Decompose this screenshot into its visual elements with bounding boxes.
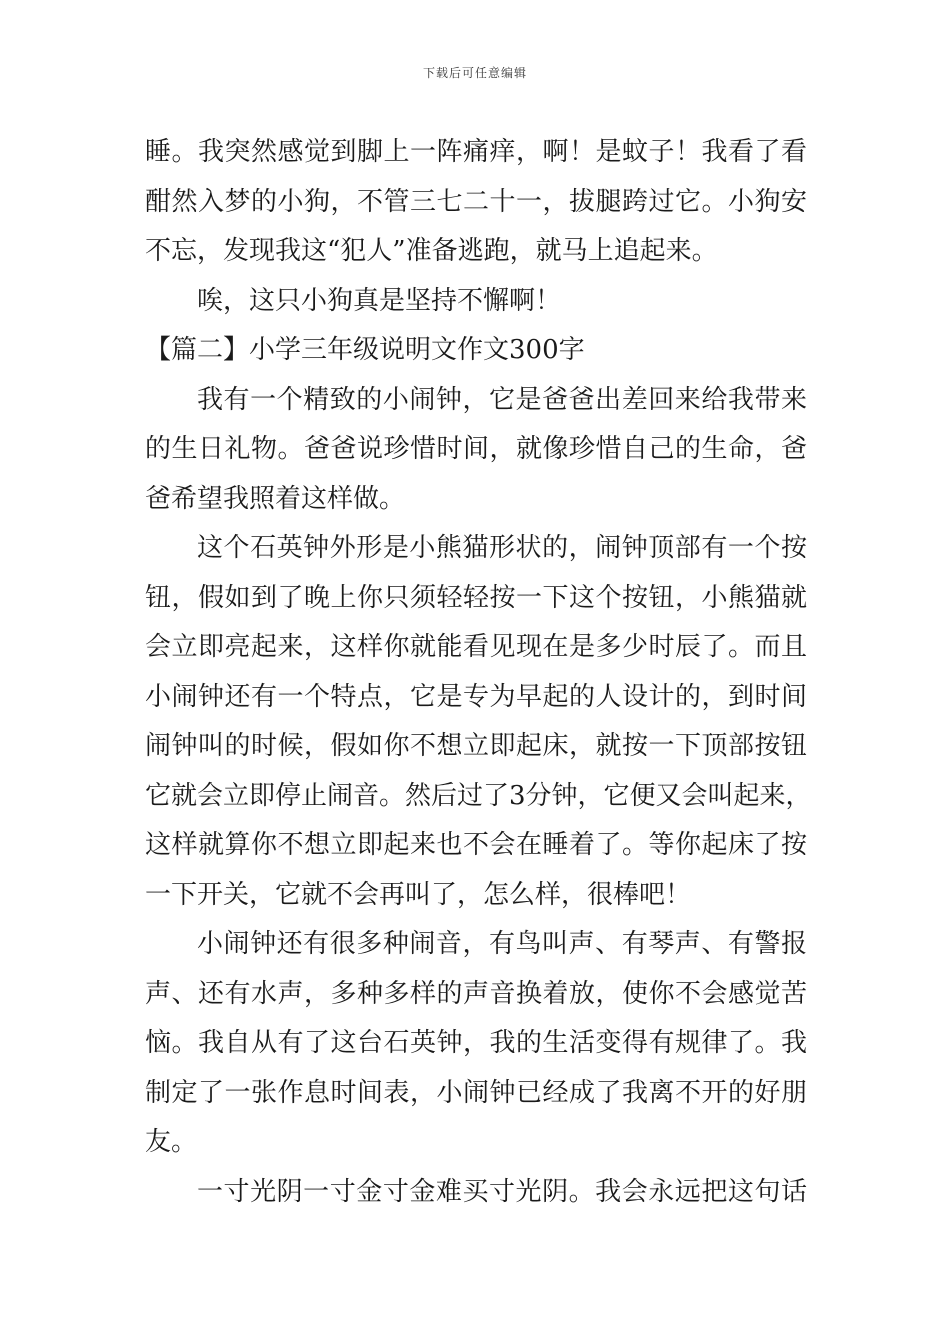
text-line: 这个石英钟外形是小熊猫形状的，闹钟顶部有一个按	[197, 533, 807, 563]
document-body	[145, 128, 812, 1217]
paragraph	[145, 920, 807, 1168]
text-line: 制定了一张作息时间表，小闹钟已经成了我离不开的好朋	[145, 1077, 807, 1108]
text-line: 这样就算你不想立即起来也不会在睡着了。等你起床了按	[145, 830, 807, 860]
text-line: 不忘，发现我这“犯人”准备逃跑，就马上追起来。	[145, 236, 718, 266]
text-line: 唉，这只小狗真是坚持不懈啊！	[197, 285, 562, 316]
text-line: 小闹钟还有很多种闹音，有鸟叫声、有琴声、有警报	[197, 929, 807, 959]
text-line: 一寸光阴一寸金寸金难买寸光阴。我会永远把这句话	[197, 1176, 807, 1207]
text-line: 声、还有水声，多种多样的声音换着放，使你不会感觉苦	[145, 978, 807, 1009]
text-line: 钮，假如到了晚上你只须轻轻按一下这个按钮，小熊猫就	[145, 582, 807, 613]
text-line: 闹钟叫的时候，假如你不想立即起床，就按一下顶部按钮	[145, 731, 807, 761]
paragraph	[145, 524, 812, 920]
text-line: 酣然入梦的小狗，不管三七二十一，拔腿跨过它。小狗安	[145, 186, 807, 217]
text-line: 我有一个精致的小闹钟，它是爸爸出差回来给我带来	[197, 384, 807, 415]
section-title: 【篇二】小学三年级说明文作文300字	[145, 335, 585, 365]
text-line: 友。	[145, 1127, 198, 1157]
text-line: 小闹钟还有一个特点，它是专为早起的人设计的，到时间	[145, 681, 807, 712]
text-line: 会立即亮起来，这样你就能看见现在是多少时辰了。而且	[145, 632, 807, 662]
text-line: 一下开关，它就不会再叫了，怎么样，很棒吧！	[145, 879, 692, 910]
paragraph	[145, 277, 807, 327]
paragraph	[145, 128, 807, 277]
text-line: 爸希望我照着这样做。	[145, 483, 406, 514]
page-header: 下载后可任意编辑	[422, 66, 527, 80]
text-line: 睡。我突然感觉到脚上一阵痛痒，啊！是蚊子！我看了看	[145, 137, 807, 167]
text-line: 的生日礼物。爸爸说珍惜时间，就像珍惜自己的生命，爸	[145, 434, 807, 464]
paragraph	[145, 376, 807, 525]
text-line: 恼。我自从有了这台石英钟，我的生活变得有规律了。我	[145, 1028, 807, 1058]
paragraph	[145, 1168, 807, 1218]
text-line: 它就会立即停止闹音。然后过了3分钟，它便又会叫起来，	[145, 780, 812, 811]
